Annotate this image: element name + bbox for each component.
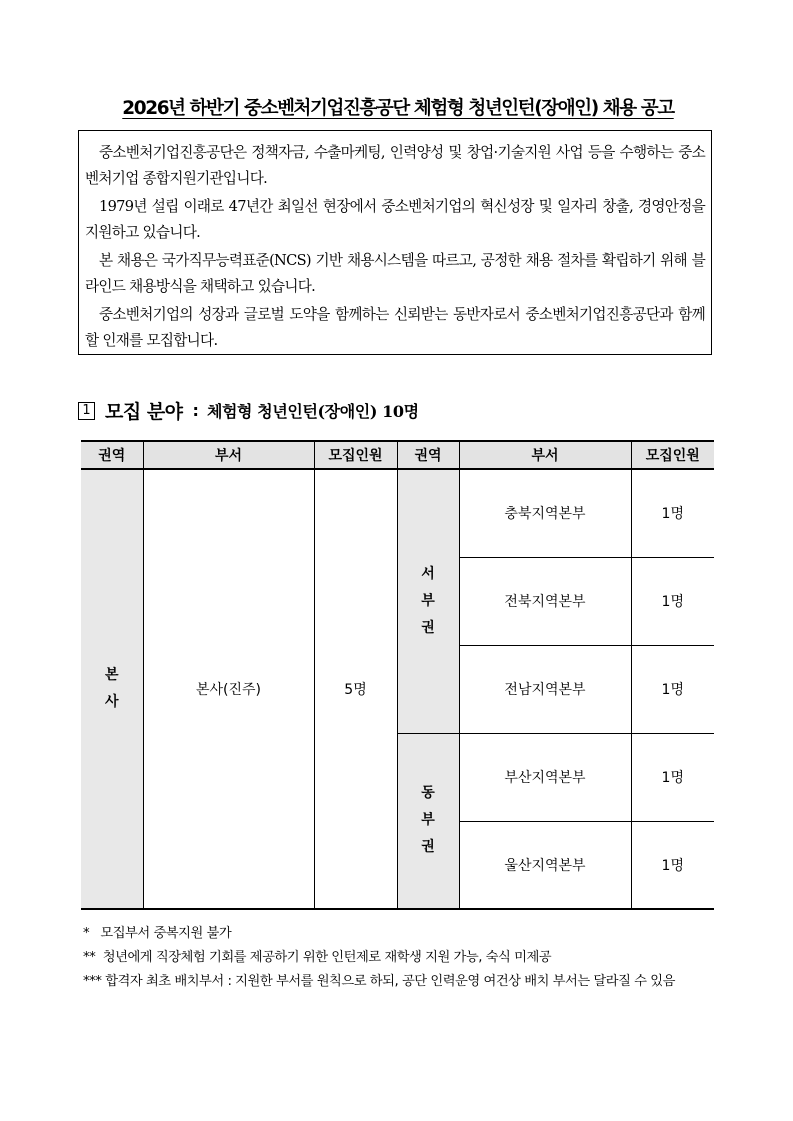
table-row bbox=[81, 469, 714, 557]
header-department: 부서 bbox=[143, 441, 314, 469]
footnotes bbox=[83, 922, 718, 994]
table-header-row bbox=[81, 441, 714, 469]
region-label: 본 사 bbox=[104, 667, 119, 710]
header-count: 모집인원 bbox=[631, 441, 714, 469]
department-cell: 본사(진주) bbox=[143, 469, 314, 909]
recruitment-table bbox=[81, 440, 714, 910]
count-cell: 5명 bbox=[314, 469, 397, 909]
section-heading bbox=[78, 397, 419, 424]
region-label: 동 부 권 bbox=[421, 785, 435, 856]
footnote-text: 합격자 최초 배치부서 : 지원한 부서를 원칙으로 하되, 공단 인력운영 여건상 배치 부서는 달라질 수 있음 bbox=[105, 974, 675, 989]
section-colon: : bbox=[192, 401, 199, 420]
header-region: 권역 bbox=[397, 441, 459, 469]
count-cell: 1명 bbox=[631, 821, 714, 909]
footnote-text: 모집부서 중복지원 불가 bbox=[100, 926, 232, 941]
count-cell: 1명 bbox=[631, 645, 714, 733]
header-count: 모집인원 bbox=[314, 441, 397, 469]
footnote-mark: ** bbox=[83, 950, 103, 965]
intro-paragraph: 1979년 설립 이래로 47년간 최일선 현장에서 중소벤처기업의 혁신성장 및 일자리 창출, 경영안정을 지원하고 있습니다. bbox=[85, 198, 705, 241]
footnote-text: 청년에게 직장체험 기회를 제공하기 위한 인턴제로 재학생 지원 가능, 숙식 미제공 bbox=[102, 950, 552, 965]
intro-paragraph: 중소벤처기업진흥공단은 정책자금, 수출마케팅, 인력양성 및 창업·기술지원 사업 등을 수행하는 중소벤처기업 종합지원기관입니다. bbox=[85, 144, 705, 187]
region-cell-west bbox=[397, 469, 459, 733]
section-label: 모집 분야 bbox=[105, 401, 183, 423]
footnote bbox=[83, 946, 718, 970]
page-title: 2026년 하반기 중소벤처기업진흥공단 체험형 청년인턴(장애인) 채용 공고 bbox=[122, 98, 674, 119]
footnote bbox=[83, 922, 718, 946]
intro-box bbox=[78, 130, 712, 355]
footnote-mark: *** bbox=[83, 974, 106, 989]
department-cell: 부산지역본부 bbox=[459, 733, 631, 821]
department-cell: 충북지역본부 bbox=[459, 469, 631, 557]
count-cell: 1명 bbox=[631, 469, 714, 557]
region-cell-headquarters bbox=[81, 469, 143, 909]
header-department: 부서 bbox=[459, 441, 631, 469]
intro-paragraph: 중소벤처기업의 성장과 글로벌 도약을 함께하는 신뢰받는 동반자로서 중소벤처기업진흥공단과 함께할 인재를 모집합니다. bbox=[85, 306, 705, 349]
count-cell: 1명 bbox=[631, 733, 714, 821]
region-cell-east bbox=[397, 733, 459, 909]
department-cell: 전남지역본부 bbox=[459, 645, 631, 733]
intro-paragraph: 본 채용은 국가직무능력표준(NCS) 기반 채용시스템을 따르고, 공정한 채용 절차를 확립하기 위해 블라인드 채용방식을 채택하고 있습니다. bbox=[85, 252, 705, 295]
region-label: 서 부 권 bbox=[421, 565, 435, 636]
count-cell: 1명 bbox=[631, 557, 714, 645]
section-value: 체험형 청년인턴(장애인) 10명 bbox=[206, 402, 419, 421]
footnote bbox=[83, 970, 718, 994]
header-region: 권역 bbox=[81, 441, 143, 469]
section-number: 1 bbox=[78, 402, 95, 420]
department-cell: 전북지역본부 bbox=[459, 557, 631, 645]
department-cell: 울산지역본부 bbox=[459, 821, 631, 909]
footnote-mark: * bbox=[83, 926, 101, 941]
